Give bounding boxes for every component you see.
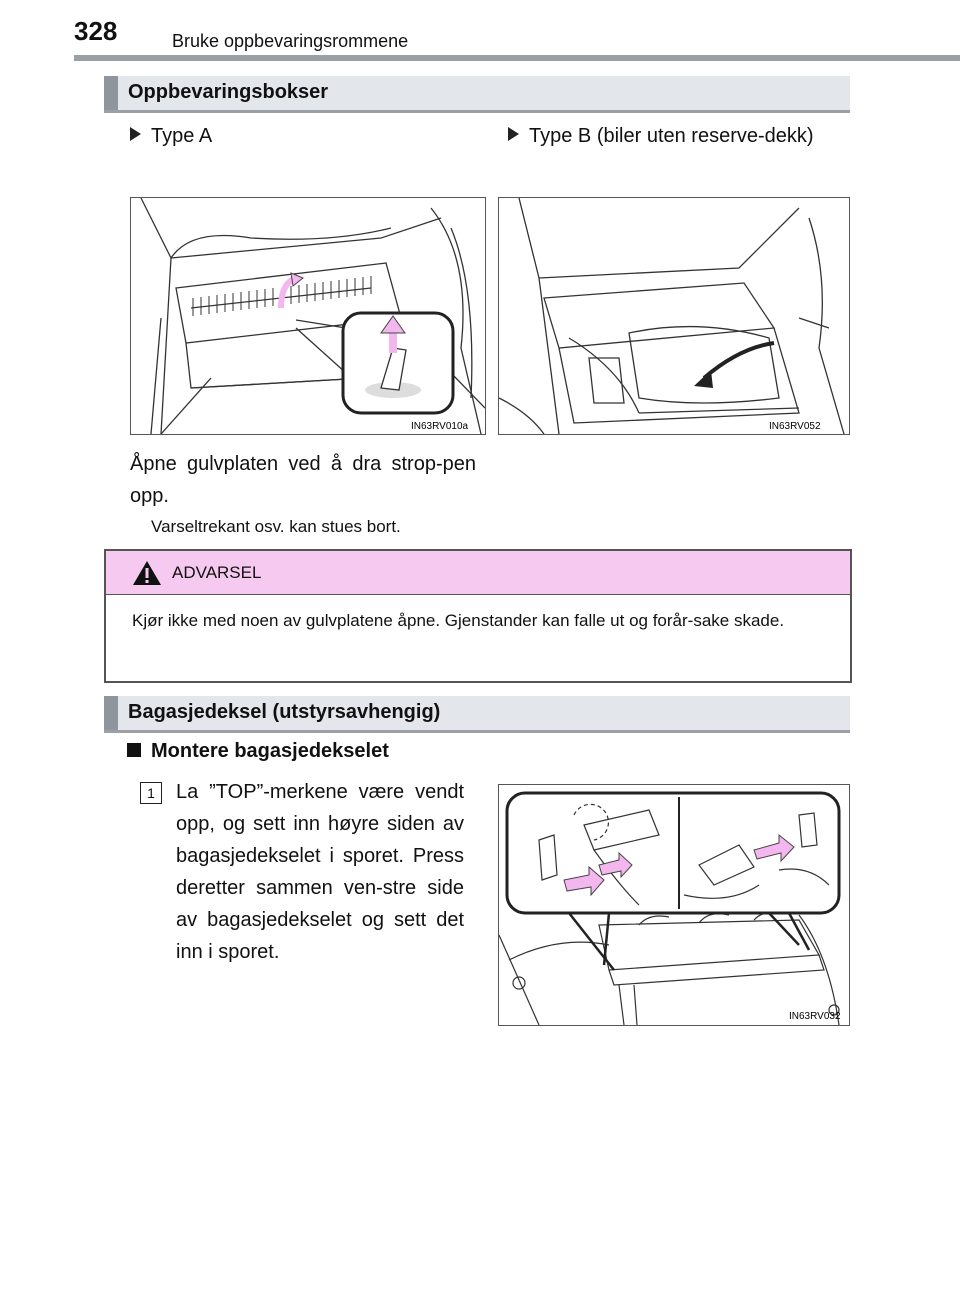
running-title: Bruke oppbevaringsrommene [172,31,409,51]
type-a-text: Type A [151,125,213,147]
section-stripe [104,696,118,730]
cargo-cover-illustration [499,785,849,1025]
trunk-floor-strap-illustration [131,198,485,434]
figure-code: IN63RV010a [411,421,469,432]
figure-code: IN63RV052 [769,421,821,432]
note-text: Varseltrekant osv. kan stues bort. [151,517,401,536]
section-title: Bagasjedeksel (utstyrsavhengig) [128,701,441,723]
warning-triangle-icon [132,560,162,586]
section-title: Oppbevaringsbokser [128,81,329,103]
step-number: 1 [140,782,162,804]
trunk-under-floor-illustration [499,198,849,434]
instruction-text: Åpne gulvplaten ved å dra strop-pen opp. [130,453,476,507]
warning-title: ADVARSEL [172,563,262,582]
figure-cargo-cover [498,784,850,1026]
warning-text: Kjør ikke med noen av gulvplatene åpne. Gjenstander kan falle ut og forår-sake skade. [132,611,785,630]
figure-code: IN63RV032 [789,1011,841,1022]
warning-header [106,551,850,595]
subheading [127,740,389,763]
type-a-label [130,120,212,152]
type-b-label [508,120,850,152]
step-text: La ”TOP”-merkene være vendt opp, og sett inn høyre siden av bagasjedekselet i sporet. Press deretter sammen ven-stre side av bagasjedekselet og sett det inn i sporet. [176,781,464,963]
square-bullet-icon [127,743,141,757]
page-number: 328 [74,16,118,46]
type-b-text: Type B (biler uten reserve-dekk) [529,125,814,147]
header-rule [74,55,960,61]
triangle-bullet-icon [130,127,141,141]
section-stripe [104,76,118,110]
warning-box [104,549,852,683]
triangle-bullet-icon [508,127,519,141]
subheading-text: Montere bagasjedekselet [151,740,389,762]
section-heading-storage-boxes [104,76,850,113]
figure-type-b [498,197,850,435]
figure-type-a [130,197,486,435]
section-heading-cargo-cover [104,696,850,733]
